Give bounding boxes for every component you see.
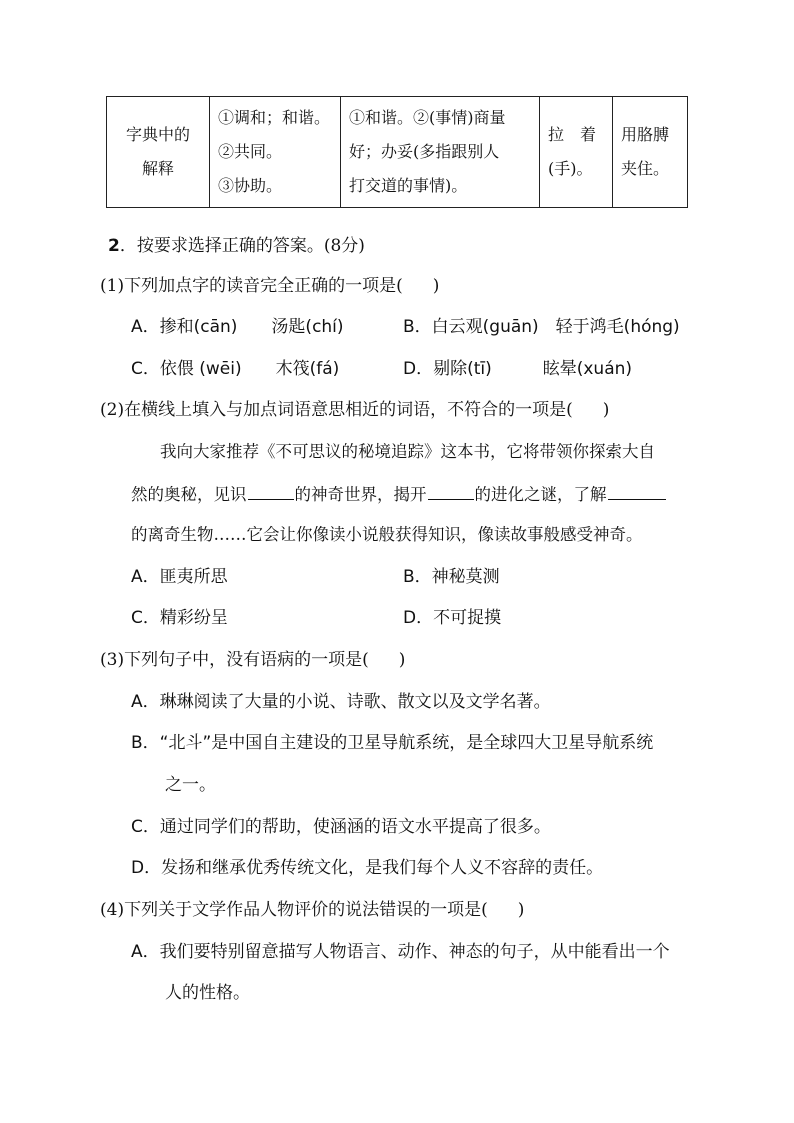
definition-line: 用胳膊 — [621, 125, 670, 144]
subquestion-3-stem: (3)下列句子中，没有语病的一项是( ) — [100, 650, 406, 670]
fill-blank[interactable] — [248, 481, 294, 500]
option-3a[interactable]: A．琳琳阅读了大量的小说、诗歌、散文以及文学名著。 — [131, 692, 551, 712]
fill-blank[interactable] — [608, 481, 666, 500]
definition-line: 拉 着 — [548, 125, 597, 144]
definition-line: ①和谐。②(事情)商量 — [349, 108, 506, 127]
option-1c[interactable]: C．依偎 (wēi) 木筏(fá) — [131, 359, 340, 379]
option-4a-continued: 人的性格。 — [165, 983, 250, 1003]
row-label-line: 字典中的 — [125, 125, 190, 144]
option-1b[interactable]: B．白云观(guān) 轻于鸿毛(hóng) — [403, 317, 680, 337]
fill-blank[interactable] — [428, 481, 474, 500]
row-label-line: 解释 — [141, 159, 174, 178]
subquestion-4-stem: (4)下列关于文学作品人物评价的说法错误的一项是( ) — [100, 900, 525, 920]
passage-line: 我向大家推荐《不可思议的秘境追踪》这本书，它将带领你探索大自 — [160, 442, 655, 461]
option-2d[interactable]: D．不可捉摸 — [403, 608, 502, 628]
passage-line: 然的奥秘，见识 的神奇世界，揭开 的进化之谜，了解 — [131, 481, 667, 507]
option-2b[interactable]: B．神秘莫测 — [403, 567, 500, 587]
option-2a[interactable]: A．匪夷所思 — [131, 567, 228, 587]
subquestion-1-stem: (1)下列加点字的读音完全正确的一项是( ) — [100, 276, 440, 296]
question-number: 2 — [108, 236, 120, 256]
option-4a[interactable]: A．我们要特别留意描写人物语言、动作、神态的句子，从中能看出一个 — [131, 942, 670, 962]
option-1d[interactable]: D．剔除(tī) 眩晕(xuán) — [403, 359, 633, 379]
ya-definition-cell — [341, 97, 540, 208]
definition-line: 夹住。 — [621, 159, 670, 178]
subquestion-2-stem: (2)在横线上填入与加点词语意思相近的词语，不符合的一项是( ) — [100, 400, 610, 420]
option-3d[interactable]: D．发扬和继承优秀传统文化，是我们每个人义不容辞的责任。 — [131, 858, 604, 878]
definition-line: (手)。 — [548, 159, 593, 178]
option-2c[interactable]: C．精彩纷呈 — [131, 608, 228, 628]
option-3b-continued: 之一。 — [165, 775, 216, 795]
definition-line: ①调和；和谐。 — [218, 108, 331, 127]
question-2-heading: 2．按要求选择正确的答案。(8分) — [108, 236, 365, 256]
xie-definition-cell — [613, 97, 688, 208]
passage-line: 的离奇生物……它会让你像读小说般获得知识，像读故事般感受神奇。 — [131, 525, 643, 544]
dictionary-table — [106, 96, 688, 208]
table-row — [107, 97, 688, 208]
option-3c[interactable]: C．通过同学们的帮助，使涵涵的语文水平提高了很多。 — [131, 817, 551, 837]
he-definition-cell — [210, 97, 341, 208]
option-3b[interactable]: B．“北斗”是中国自主建设的卫星导航系统，是全球四大卫星导航系统 — [131, 733, 654, 753]
question-title: 按要求选择正确的答案。(8分) — [136, 236, 365, 256]
definition-line: 打交道的事情)。 — [349, 176, 468, 195]
la-definition-cell — [540, 97, 613, 208]
row-label-cell — [107, 97, 210, 208]
definition-line: 好；办妥(多指跟别人 — [349, 142, 500, 161]
option-1a[interactable]: A．掺和(cān) 汤匙(chí) — [131, 317, 344, 337]
definition-line: ②共同。 — [218, 142, 283, 161]
definition-line: ③协助。 — [218, 176, 283, 195]
